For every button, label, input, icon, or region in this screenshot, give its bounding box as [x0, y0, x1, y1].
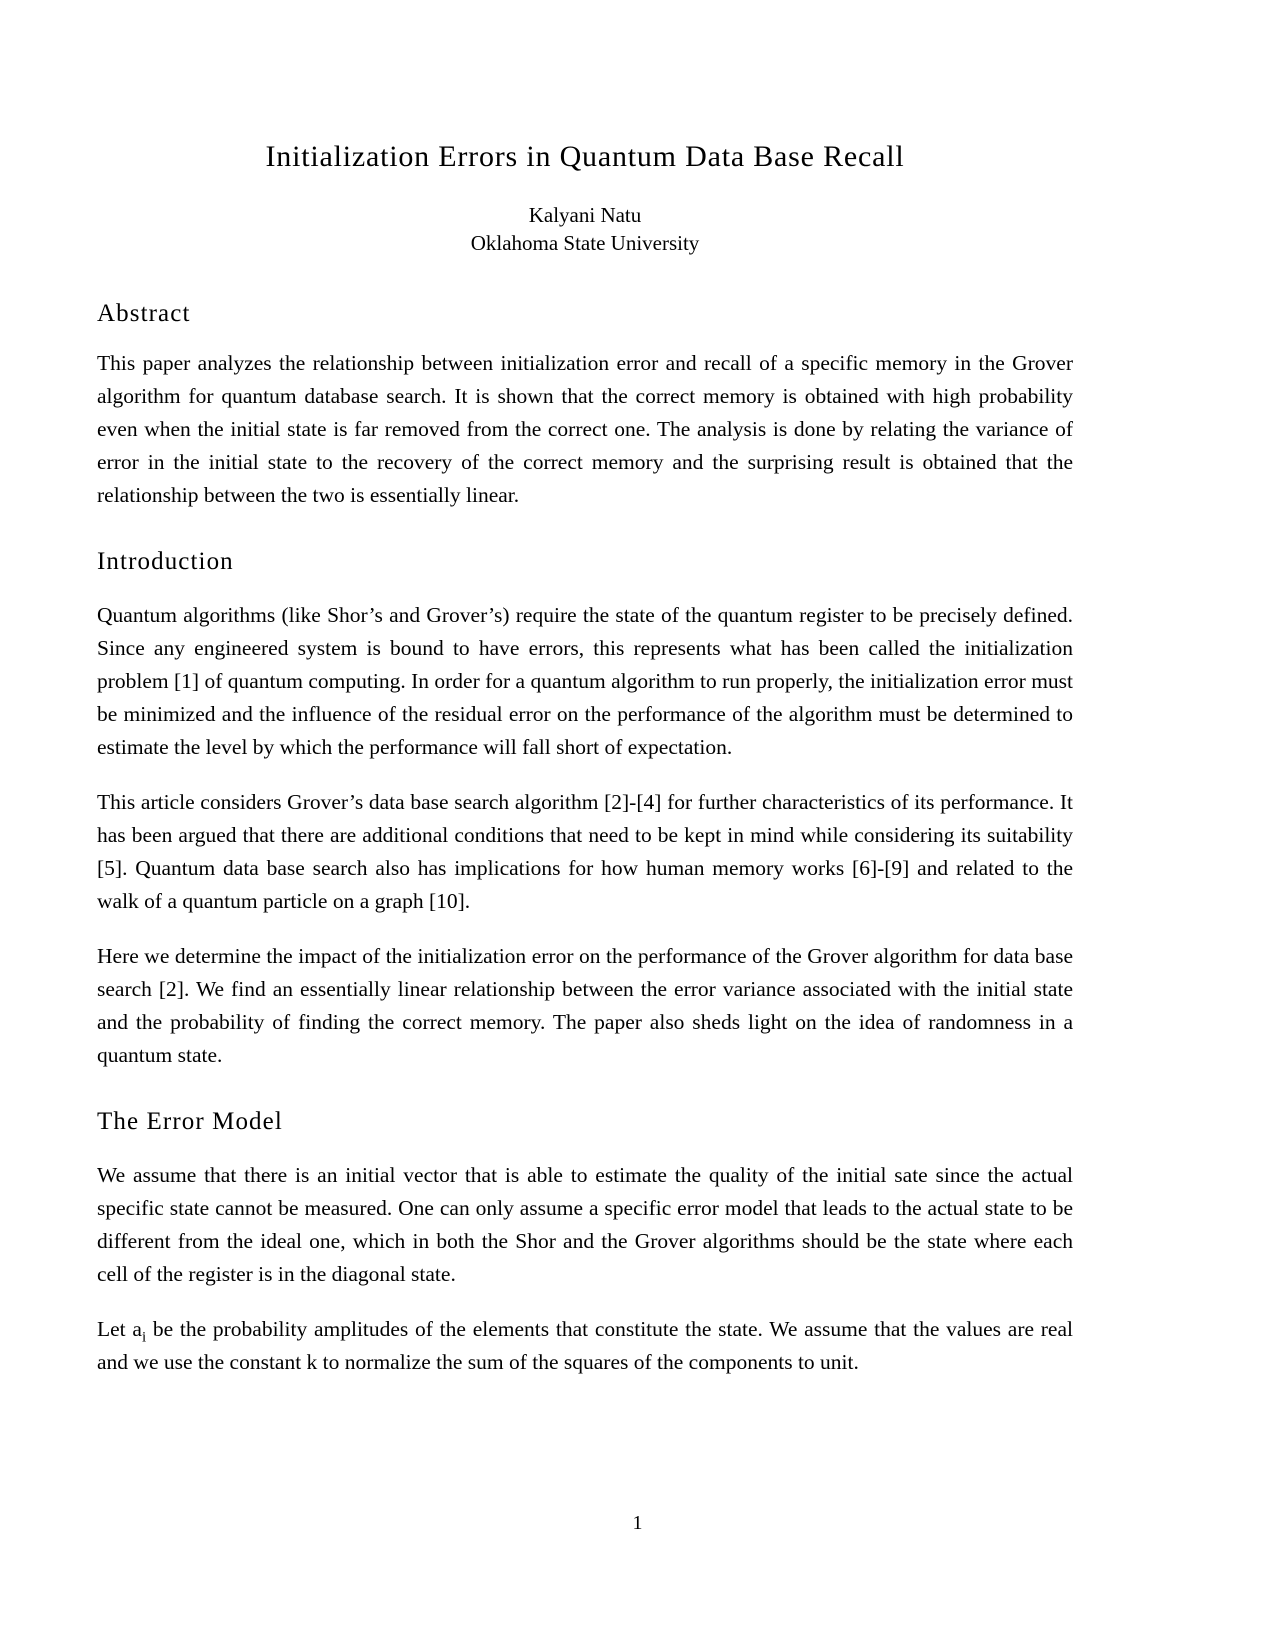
author-block	[97, 201, 1073, 257]
section-heading-error-model: The Error Model	[97, 1108, 283, 1135]
introduction-paragraph-1: Quantum algorithms (like Shor’s and Grover’s) require the state of the quantum register to be precisely defined. Since any engineered system is bound to have errors, this represents what has been called the initialization problem [1] of quantum computing. In order for a quantum algorithm to run properly, the initialization error must be minimized and the influence of the residual error on the performance of the algorithm must be determined to estimate the level by which the performance will fall short of expectation.	[97, 603, 1074, 759]
amplitude-subscript: i	[141, 1329, 147, 1346]
amplitude-definition-prefix: Let a	[97, 1317, 142, 1341]
abstract-paragraph: This paper analyzes the relationship between initialization error and recall of a specific memory in the Grover algorithm for quantum database search. It is shown that the correct memory is obtained with high probability even when the initial state is far removed from the correct one. The analysis is done by relating the variance of error in the initial state to the recovery of the correct memory and the surprising result is obtained that the relationship between the two is essentially linear.	[97, 351, 1073, 507]
author-name: Kalyani Natu	[528, 203, 642, 227]
amplitude-definition-suffix: be the probability amplitudes of the elements that constitute the state. We assume that the values are real and we use the constant k to normalize the sum of the squares of the components to unit.	[97, 1317, 1073, 1374]
introduction-paragraph-3: Here we determine the impact of the initialization error on the performance of the Grover algorithm for data base search [2]. We find an essentially linear relationship between the error variance associated with the initial state and the probability of finding the correct memory. The paper also sheds light on the idea of randomness in a quantum state.	[97, 944, 1073, 1067]
introduction-paragraph-2: This article considers Grover’s data base search algorithm [2]-[4] for further characteristics of its performance. It has been argued that there are additional conditions that need to be kept in mind while considering its suitability [5]. Quantum data base search also has implications for how human memory works [6]-[9] and related to the walk of a quantum particle on a graph [10].	[97, 790, 1073, 913]
page-title: Initialization Errors in Quantum Data Base Recall	[265, 140, 905, 173]
section-heading-introduction: Introduction	[97, 548, 234, 575]
error-model-paragraph-1: We assume that there is an initial vector that is able to estimate the quality of the initial sate since the actual specific state cannot be measured. One can only assume a specific error model that leads to the actual state to be different from the ideal one, which in both the Shor and the Grover algorithms should be the state where each cell of the register is in the diagonal state.	[97, 1163, 1073, 1286]
author-affiliation: Oklahoma State University	[470, 231, 700, 255]
page-number: 1	[632, 1512, 643, 1534]
paper-content	[97, 0, 1073, 1379]
section-heading-abstract: Abstract	[97, 300, 191, 327]
error-model-paragraph-2	[97, 1313, 1073, 1379]
